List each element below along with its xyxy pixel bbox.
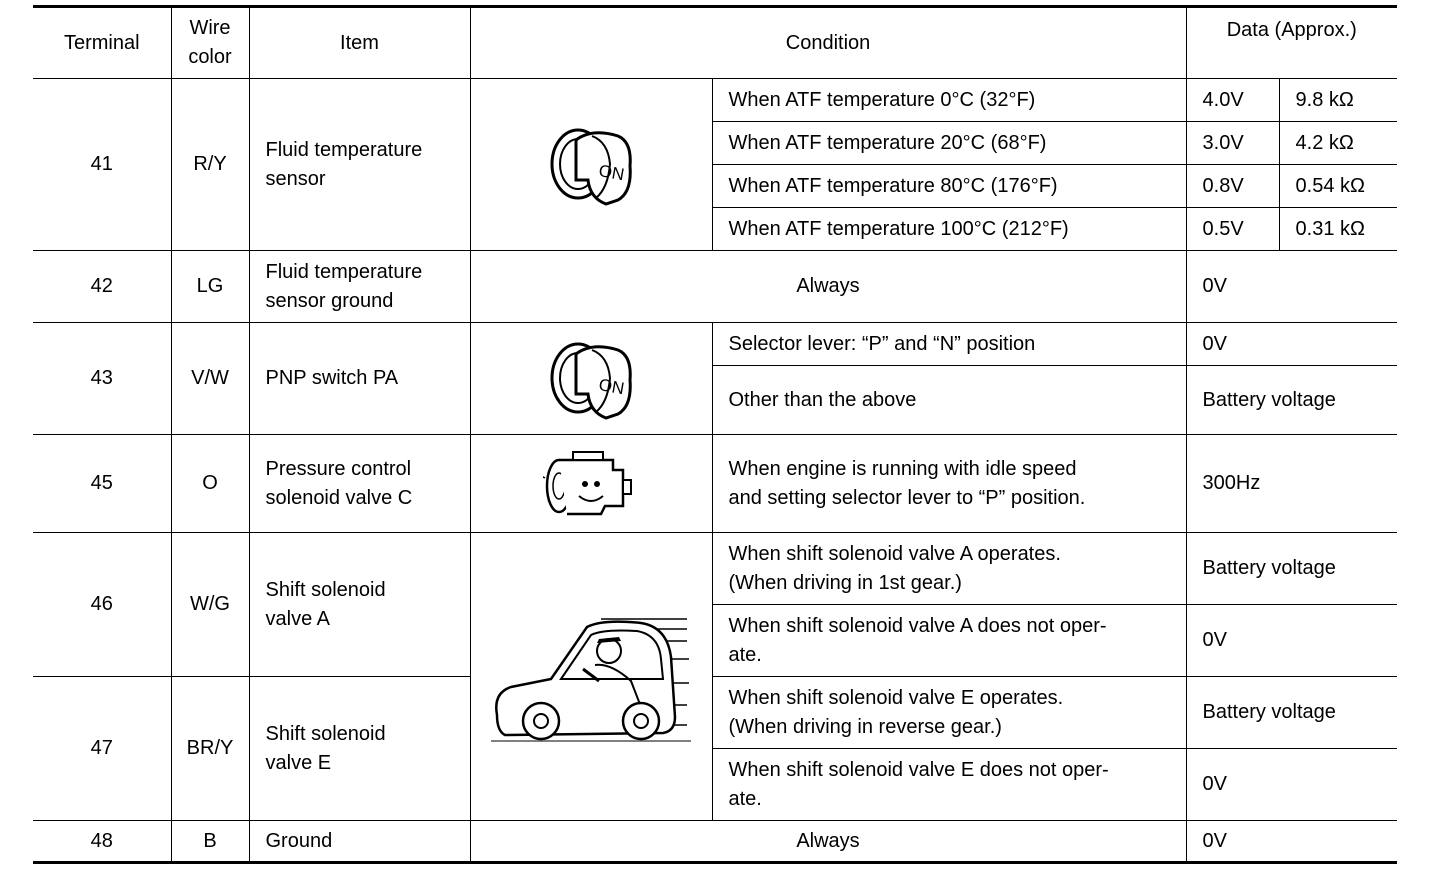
condition-line-1: When shift solenoid valve E does not oper- — [728, 758, 1109, 781]
data-cell: 0V — [1186, 251, 1397, 323]
table-row — [33, 533, 1397, 605]
terminal-cell: 42 — [33, 251, 171, 323]
item-line-1: Pressure control — [265, 457, 412, 480]
condition-cell: Always — [470, 251, 1186, 323]
condition-cell — [712, 605, 1186, 677]
item-cell: PNP switch PA — [249, 323, 470, 435]
condition-line-2: ate. — [728, 787, 762, 810]
condition-cell: When ATF temperature 20°C (68°F) — [712, 122, 1186, 165]
resistance-cell: 4.2 kΩ — [1279, 122, 1397, 165]
terminal-cell: 45 — [33, 435, 171, 533]
ignition-on-label: ON — [597, 374, 626, 398]
item-line-2: valve E — [265, 751, 332, 774]
header-condition: Condition — [470, 7, 1186, 79]
header-terminal: Terminal — [33, 7, 171, 79]
condition-cell: When ATF temperature 100°C (212°F) — [712, 208, 1186, 251]
wire-color-cell: R/Y — [171, 79, 249, 251]
item-line-2: sensor ground — [265, 289, 394, 312]
voltage-cell: 3.0V — [1186, 122, 1279, 165]
table-row — [33, 323, 1397, 366]
driving-icon-cell — [470, 533, 712, 821]
ignition-on-label: ON — [597, 160, 626, 184]
header-wire-line-2: color — [188, 46, 232, 68]
condition-cell — [712, 677, 1186, 749]
condition-line-1: When engine is running with idle speed — [728, 457, 1077, 480]
item-line-1: Shift solenoid — [265, 578, 386, 601]
item-line-2: sensor — [265, 167, 326, 190]
resistance-cell: 0.31 kΩ — [1279, 208, 1397, 251]
table-row — [33, 251, 1397, 323]
terminal-cell: 47 — [33, 677, 171, 821]
engine-running-icon — [471, 448, 712, 520]
terminal-cell: 48 — [33, 821, 171, 863]
terminal-cell: 46 — [33, 533, 171, 677]
item-line-2: valve A — [265, 607, 330, 630]
condition-line-2: ate. — [728, 643, 762, 666]
item-cell: Ground — [249, 821, 470, 863]
wire-color-cell: BR/Y — [171, 677, 249, 821]
resistance-cell: 0.54 kΩ — [1279, 165, 1397, 208]
wire-color-cell: B — [171, 821, 249, 863]
voltage-cell: 4.0V — [1186, 79, 1279, 122]
data-cell: Battery voltage — [1186, 533, 1397, 605]
condition-cell: When ATF temperature 80°C (176°F) — [712, 165, 1186, 208]
condition-cell — [712, 533, 1186, 605]
data-cell: Battery voltage — [1186, 366, 1397, 435]
header-item: Item — [249, 7, 470, 79]
condition-line-2: and setting selector lever to “P” position. — [728, 486, 1086, 509]
condition-cell: When ATF temperature 0°C (32°F) — [712, 79, 1186, 122]
voltage-cell: 0.8V — [1186, 165, 1279, 208]
condition-line-2: (When driving in 1st gear.) — [728, 571, 962, 594]
item-cell — [249, 533, 470, 677]
table-row — [33, 821, 1397, 863]
driving-car-icon — [471, 607, 712, 747]
condition-cell: Other than the above — [712, 366, 1186, 435]
ignition-key-on-icon — [471, 334, 712, 424]
condition-line-1: When shift solenoid valve A operates. — [728, 542, 1061, 565]
table-row — [33, 677, 1397, 749]
wire-color-cell: O — [171, 435, 249, 533]
data-cell: 0V — [1186, 605, 1397, 677]
wire-color-cell: V/W — [171, 323, 249, 435]
data-cell: 300Hz — [1186, 435, 1397, 533]
terminal-data-table — [33, 5, 1397, 864]
item-cell — [249, 79, 470, 251]
item-line-1: Shift solenoid — [265, 722, 386, 745]
wire-color-cell: LG — [171, 251, 249, 323]
condition-line-2: (When driving in reverse gear.) — [728, 715, 1002, 738]
terminal-cell: 41 — [33, 79, 171, 251]
item-cell — [249, 251, 470, 323]
header-wire-line-1: Wire — [189, 17, 231, 39]
ignition-on-icon-cell — [470, 323, 712, 435]
wire-color-cell: W/G — [171, 533, 249, 677]
engine-running-icon-cell — [470, 435, 712, 533]
resistance-cell: 9.8 kΩ — [1279, 79, 1397, 122]
data-cell: 0V — [1186, 821, 1397, 863]
item-line-2: solenoid valve C — [265, 486, 413, 509]
data-cell: 0V — [1186, 323, 1397, 366]
data-cell: Battery voltage — [1186, 677, 1397, 749]
condition-cell: Selector lever: “P” and “N” position — [712, 323, 1186, 366]
item-line-1: Fluid temperature — [265, 260, 423, 283]
item-line-1: Fluid temperature — [265, 138, 423, 161]
ignition-on-icon-cell — [470, 79, 712, 251]
condition-line-1: When shift solenoid valve A does not oper- — [728, 614, 1107, 637]
header-row — [33, 7, 1397, 79]
voltage-cell: 0.5V — [1186, 208, 1279, 251]
condition-cell: Always — [470, 821, 1186, 863]
condition-cell — [712, 435, 1186, 533]
table-row — [33, 435, 1397, 533]
condition-cell — [712, 749, 1186, 821]
item-cell — [249, 677, 470, 821]
ignition-key-on-icon — [471, 120, 712, 210]
terminal-cell: 43 — [33, 323, 171, 435]
item-cell — [249, 435, 470, 533]
data-cell: 0V — [1186, 749, 1397, 821]
header-wire-color — [171, 7, 249, 79]
condition-line-1: When shift solenoid valve E operates. — [728, 686, 1064, 709]
header-data: Data (Approx.) — [1186, 7, 1397, 79]
table-row — [33, 79, 1397, 122]
